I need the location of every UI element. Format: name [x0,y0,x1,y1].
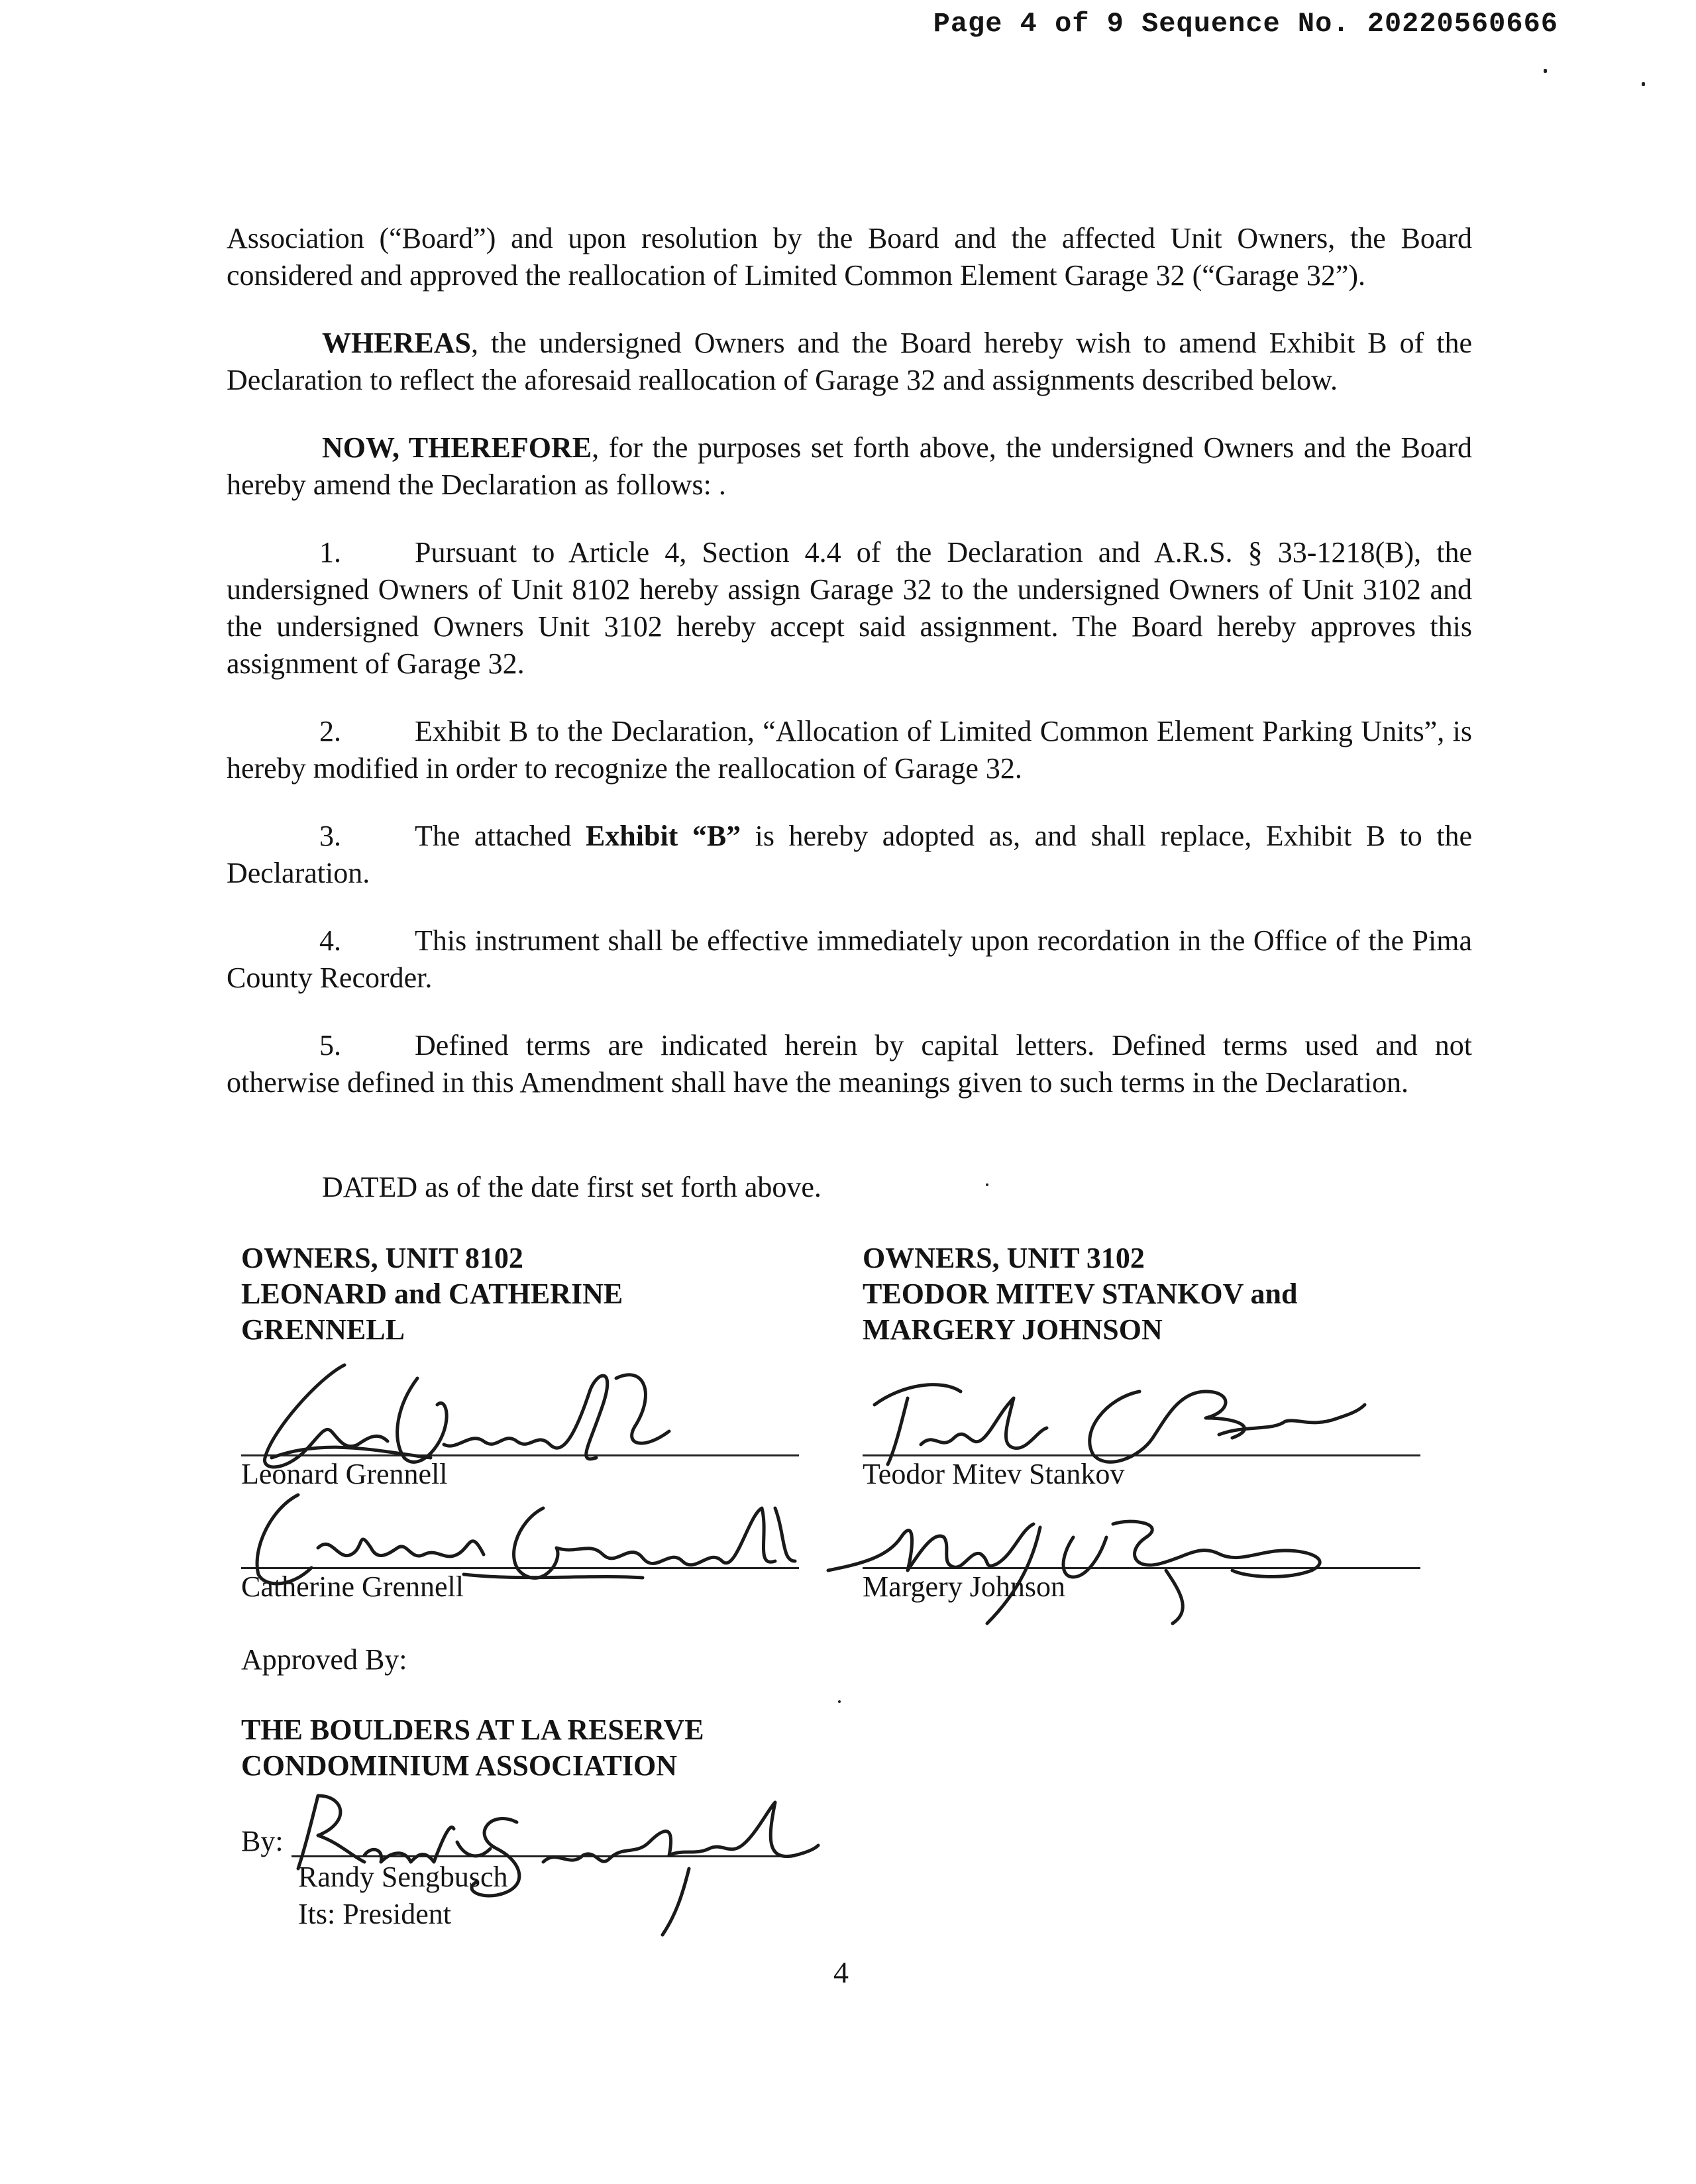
item-text-after: is hereby adopted as, and shall replace, Exhibit B to the Declaration. [227,820,1472,889]
dated-line [227,1169,1472,1206]
association-line2: CONDOMINIUM ASSOCIATION [241,1749,678,1782]
item-text: Pursuant to Article 4, Section 4.4 of the Declaration and A.R.S. § 33-1218(B), the undersigned Owners of Unit 8102 hereby assign Garage 32 to the undersigned Owners of Unit 3102 and the undersigned Owners Unit 3102 hereby accept said assignment. The Board hereby approves this assignment of Garage 32. [227,536,1472,680]
document-header: Page 4 of 9 Sequence No. 20220560666 [933,8,1558,40]
scan-speck [838,1700,841,1703]
owners-right-line2: TEODOR MITEV STANKOV and [863,1278,1298,1310]
signer-name-teodor: Teodor Mitev Stankov [863,1458,1125,1490]
by-label: By: [241,1825,284,1857]
intro-paragraph [227,220,1472,294]
signer-name-catherine: Catherine Grennell [241,1570,464,1603]
whereas-text: , the undersigned Owners and the Board hereby wish to amend Exhibit B of the Declaration to reflect the aforesaid reallocation of Garage 32 and assignments described below. [227,327,1472,396]
item-2 [227,713,1472,787]
whereas-label: WHEREAS [322,327,471,359]
leonard-signature [245,1352,682,1478]
now-therefore-text: , for the purposes set forth above, the undersigned Owners and the Board hereby amend the Declaration as follows: . [227,431,1472,501]
exhibit-b-label: Exhibit “B” [585,820,741,852]
intro-text: Association (“Board”) and upon resolution by the Board and the affected Unit Owners, the Board considered and approved the reallocation of Limited Common Element Garage 32 (“Garage 32”). [227,222,1472,292]
signer-name-margery: Margery Johnson [863,1570,1065,1603]
whereas-paragraph [227,325,1472,399]
owners-left-line2: LEONARD and CATHERINE [241,1278,623,1310]
item-5 [227,1027,1472,1101]
teodor-signature [861,1365,1365,1471]
association-line1: THE BOULDERS AT LA RESERVE [241,1714,704,1746]
item-number: 2. [319,715,341,747]
item-number: 4. [319,924,341,957]
item-text: Exhibit B to the Declaration, “Allocation of Limited Common Element Parking Units”, is hereby modified in order to recognize the reallocation of Garage 32. [227,715,1472,785]
item-3 [227,818,1472,892]
owners-right-line1: OWNERS, UNIT 3102 [863,1242,1145,1274]
association-heading [241,1712,704,1784]
catherine-signature [245,1488,815,1594]
signer-name-randy: Randy Sengbusch [298,1861,508,1893]
scan-speck [1544,69,1547,73]
item-number: 1. [319,536,341,569]
page-number: 4 [833,1955,849,1989]
owners-right-line3: MARGERY JOHNSON [863,1313,1163,1346]
dated-text: DATED as of the date first set forth above. [322,1171,822,1203]
margery-signature [822,1498,1338,1630]
item-text: Defined terms are indicated herein by capital letters. Defined terms used and not otherwise defined in this Amendment shall have the meanings given to such terms in the Declaration. [227,1029,1472,1099]
signer-title: Its: President [298,1898,451,1930]
owners-right-heading [863,1240,1298,1348]
now-therefore-label: NOW, THEREFORE [322,431,592,464]
item-number: 5. [319,1029,341,1062]
item-number: 3. [319,820,341,852]
item-1 [227,534,1472,682]
owners-left-line3: GRENNELL [241,1313,405,1346]
randy-signature [292,1782,822,1941]
signer-name-leonard: Leonard Grennell [241,1458,448,1490]
now-therefore-paragraph [227,429,1472,504]
approved-by-label: Approved By: [241,1643,407,1676]
owners-left-heading [241,1240,623,1348]
item-text-before: The attached [415,820,586,852]
scan-speck [1642,82,1645,86]
item-4 [227,922,1472,997]
item-text: This instrument shall be effective immediately upon recordation in the Office of the Pima County Recorder. [227,924,1472,994]
owners-left-line1: OWNERS, UNIT 8102 [241,1242,523,1274]
